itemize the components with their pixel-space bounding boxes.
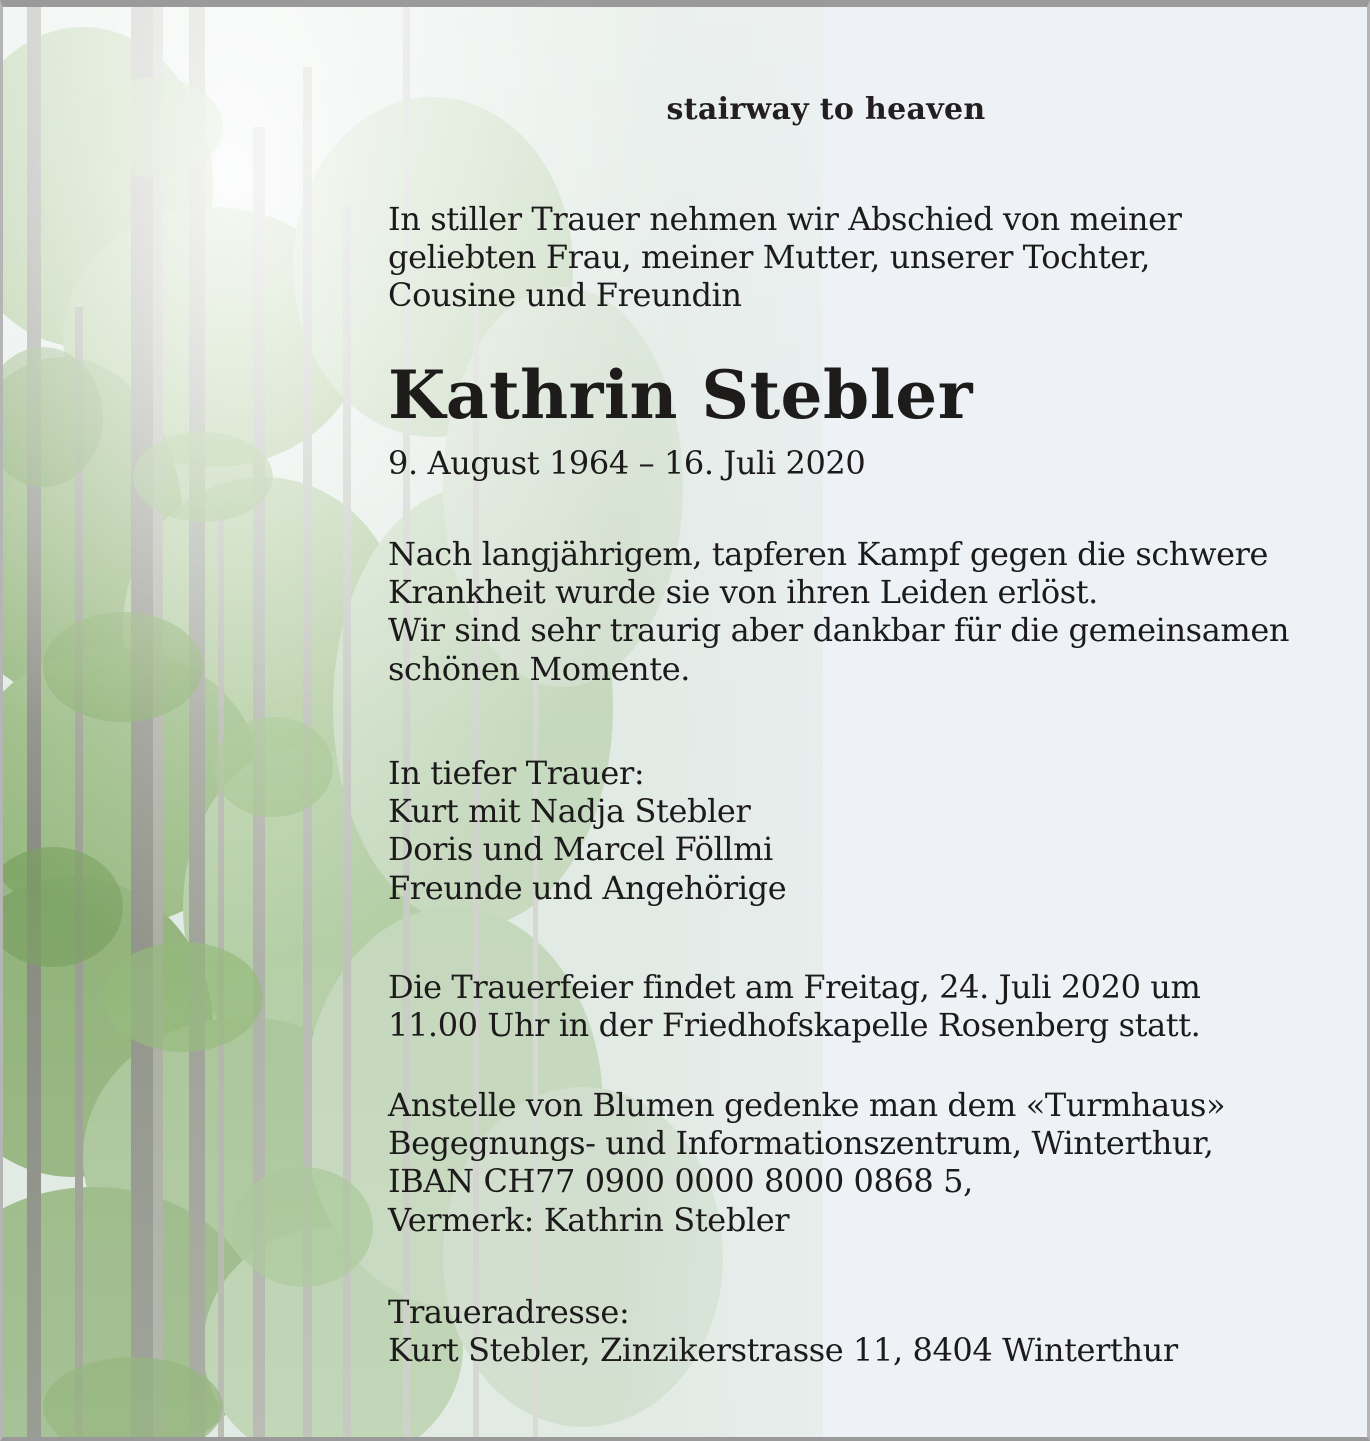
service-line: Die Trauerfeier findet am Freitag, 24. Juli 2020 um	[388, 968, 1201, 1006]
mourners-list	[388, 754, 786, 907]
life-dates	[388, 444, 865, 482]
donation-info	[388, 1086, 1225, 1239]
mourner-name: Freunde und Angehörige	[388, 868, 787, 907]
mourning-address	[388, 1293, 1178, 1369]
intro-line: geliebten Frau, meiner Mutter, unserer Tochter,	[388, 238, 1150, 277]
intro-line: In stiller Trauer nehmen wir Abschied von meiner	[388, 200, 1182, 238]
message-paragraph	[388, 535, 1289, 688]
intro-paragraph	[388, 200, 1182, 315]
donation-line: IBAN CH77 0900 0000 8000 0868 5,	[388, 1162, 973, 1201]
message-line: schönen Momente.	[388, 649, 691, 688]
life-dates-text: 9. August 1964 – 16. Juli 2020	[388, 444, 866, 482]
mourner-name: Kurt mit Nadja Stebler	[388, 792, 751, 831]
address-heading: Traueradresse:	[388, 1293, 630, 1331]
donation-line: Begegnungs- und Informationszentrum, Winterthur,	[388, 1124, 1214, 1163]
service-line: 11.00 Uhr in der Friedhofskapelle Rosenberg statt.	[388, 1006, 1201, 1045]
tagline: stairway to heaven	[666, 92, 986, 127]
donation-line: Anstelle von Blumen gedenke man dem «Turmhaus»	[388, 1086, 1226, 1124]
mourner-name: Doris und Marcel Föllmi	[388, 830, 773, 869]
message-line: Krankheit wurde sie von ihren Leiden erlöst.	[388, 573, 1098, 612]
intro-line: Cousine und Freundin	[388, 276, 742, 315]
donation-line: Vermerk: Kathrin Stebler	[388, 1200, 790, 1239]
address-line: Kurt Stebler, Zinzikerstrasse 11, 8404 Winterthur	[388, 1331, 1178, 1370]
message-line: Nach langjährigem, tapferen Kampf gegen die schwere	[388, 535, 1269, 573]
mourners-heading: In tiefer Trauer:	[388, 754, 645, 792]
deceased-name: Kathrin Stebler	[388, 356, 974, 434]
message-line: Wir sind sehr traurig aber dankbar für die gemeinsamen	[388, 611, 1290, 650]
service-info	[388, 968, 1200, 1044]
